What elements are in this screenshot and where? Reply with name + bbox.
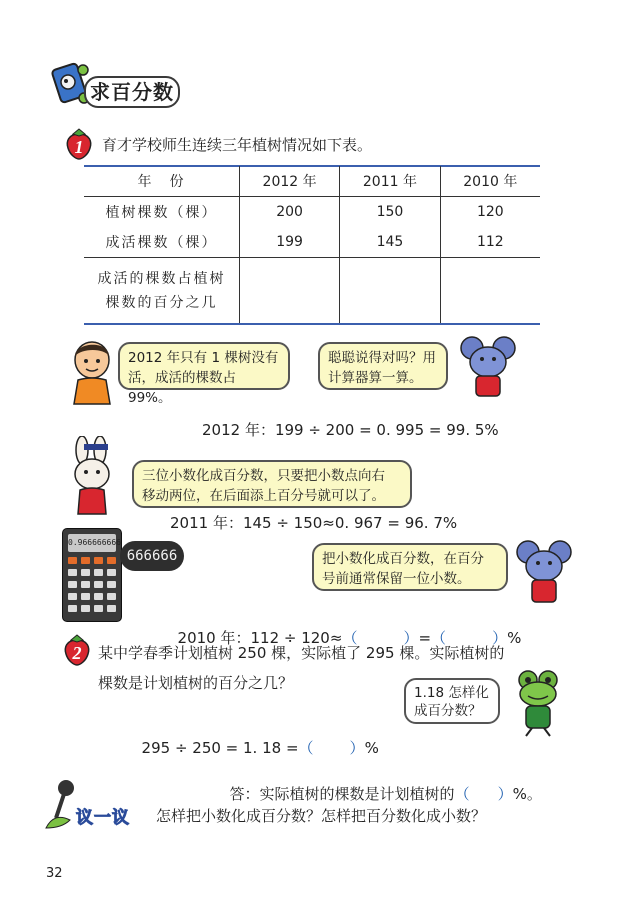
frog-character-icon: [514, 668, 564, 742]
mouse-speech-bubble-2: [312, 543, 508, 591]
open-paren: （: [342, 629, 358, 647]
rabbit-speech-bubble: [132, 460, 412, 508]
open-paren: （: [454, 785, 470, 803]
equation-2012: 2012 年：199 ÷ 200 = 0. 995 = 99. 5%: [202, 421, 499, 439]
strawberry-number-icon: [62, 634, 92, 666]
bubble-line: 把小数化成百分数，在百分: [322, 551, 484, 567]
mouse-speech-bubble: [318, 342, 448, 390]
question-2-text-line: 某中学春季计划植树 250 棵，实际植了 295 棵。实际植树的: [98, 644, 505, 662]
calculator-display: 0.966666666: [68, 534, 116, 552]
question-1-text: 育才学校师生连续三年植树情况如下表。: [102, 136, 373, 154]
empty-answer-cell[interactable]: [239, 258, 339, 324]
row-label-line: 棵数的百分之几: [105, 294, 218, 311]
equation-2011: 2011 年：145 ÷ 150≈0. 967 = 96. 7%: [170, 514, 458, 532]
calculator-zoom-display: 666666: [120, 541, 184, 571]
table-row: [84, 258, 540, 324]
bubble-line: 号前通常保留一位小数。: [322, 571, 471, 587]
row-label: 植树棵数（棵）: [84, 197, 239, 228]
bubble-line: 成百分数？: [414, 703, 482, 719]
question-number: 2: [72, 643, 82, 663]
page-title: 求百分数: [84, 76, 180, 108]
equals-sign: =: [418, 629, 432, 647]
planting-table: [84, 166, 540, 323]
bubble-line: 计算器算一算。: [328, 370, 423, 386]
close-paren: ）: [497, 785, 513, 803]
equation-2010-prefix: 2010 年：112 ÷ 120≈: [177, 629, 343, 647]
table-cell: 200: [239, 197, 339, 228]
empty-answer-cell[interactable]: [340, 258, 440, 324]
percent-sign: %: [507, 629, 522, 647]
bubble-line: 三位小数化成百分数，只要把小数点向右: [142, 468, 385, 484]
equation-q2-text: 295 ÷ 250 = 1. 18 =: [141, 739, 299, 757]
table-header-cell: 年 份: [84, 166, 239, 197]
row-label: 成活棵数（棵）: [84, 227, 239, 258]
bubble-line: 2012 年只有 1 棵树没有: [128, 350, 279, 366]
table-row: [84, 227, 540, 258]
row-label-line: 成活的棵数占植树: [97, 270, 226, 287]
page-number: 32: [46, 866, 63, 881]
question-number: 1: [74, 137, 84, 157]
bubble-line: 活，成活的棵数占 99%。: [128, 370, 236, 406]
empty-answer-cell[interactable]: [440, 258, 540, 324]
answer-prefix: 答：实际植树的棵数是计划植树的: [229, 785, 455, 803]
answer-suffix: %。: [512, 785, 542, 803]
discuss-question: 怎样把小数化成百分数？怎样把百分数化成小数？: [156, 807, 487, 825]
table-cell: 120: [476, 204, 504, 220]
boy-character-icon: [66, 338, 118, 410]
table-header-cell: 2010 年: [440, 166, 540, 197]
mouse-character-icon: [458, 334, 522, 404]
frog-speech-bubble: [404, 678, 500, 724]
boy-speech-bubble: [118, 342, 290, 406]
table-header-cell: 2012 年: [239, 166, 339, 197]
open-paren: （: [298, 739, 314, 757]
calculator-icon: [62, 528, 122, 622]
strawberry-number-icon: [64, 128, 94, 160]
table-cell: 112: [476, 234, 504, 250]
mouse-character-icon: [514, 538, 580, 612]
table-bottom-rule: [84, 323, 540, 325]
microphone-icon: [44, 778, 80, 834]
close-paren: ）: [403, 629, 419, 647]
bubble-line: 移动两位，在后面添上百分号就可以了。: [142, 488, 385, 504]
table-cell: 199: [239, 227, 339, 258]
close-paren: ）: [349, 739, 365, 757]
open-paren: （: [431, 629, 447, 647]
bubble-line: 聪聪说得对吗？用: [328, 350, 436, 366]
table-header-cell: 2011 年: [340, 166, 440, 197]
rabbit-character-icon: [64, 436, 120, 520]
table-cell: 150: [340, 197, 440, 228]
answer-sentence: [220, 764, 542, 804]
equation-q2: [132, 718, 379, 758]
close-paren: ）: [492, 629, 508, 647]
discuss-label: 议一议: [76, 808, 130, 828]
table-header-row: [84, 166, 540, 197]
table-row: [84, 197, 540, 228]
question-2-text-line: 棵数是计划植树的百分之几？: [98, 674, 294, 692]
row-label: [84, 258, 239, 324]
percent-sign: %: [364, 739, 379, 757]
bubble-line: 1.18 怎样化: [414, 685, 489, 701]
table-cell: 145: [340, 227, 440, 258]
